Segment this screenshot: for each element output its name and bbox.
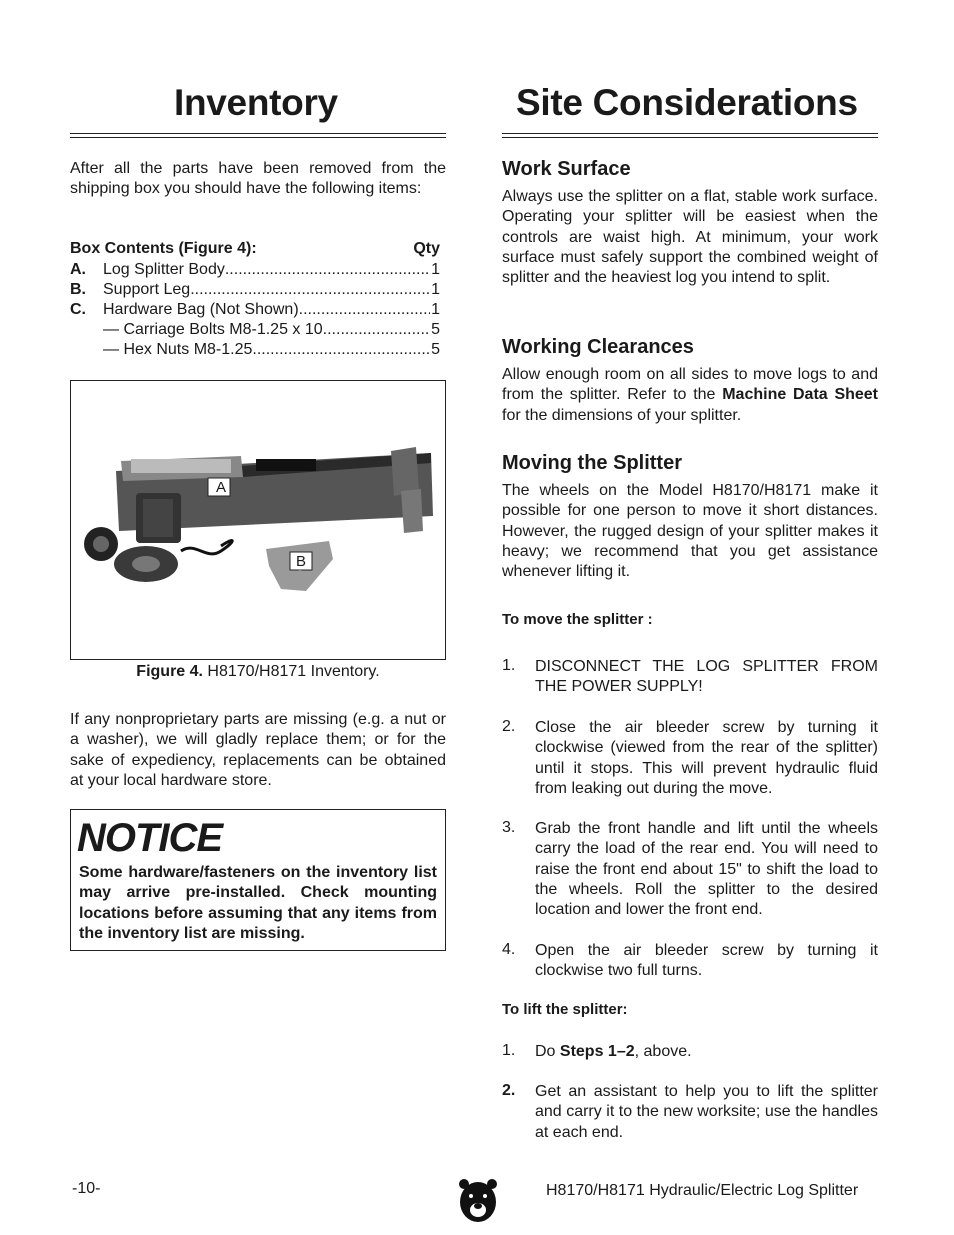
inventory-subitem xyxy=(70,320,440,340)
move-step xyxy=(502,657,878,698)
step-text: Do Steps 1–2, above. xyxy=(535,1043,692,1060)
machine-data-sheet-ref: Machine Data Sheet xyxy=(722,386,879,404)
move-step xyxy=(502,718,878,799)
site-title: Site Considerations xyxy=(516,82,858,123)
moving-text: The wheels on the Model H8170/H8171 make it possible for one person to move it short distances. However, the rugged design of your splitter makes it heavy; we recommend that you get assistance whenever lifting it. xyxy=(502,482,878,581)
inventory-title: Inventory xyxy=(174,82,338,123)
step-number: 4. xyxy=(502,941,516,958)
move-step xyxy=(502,941,878,982)
moving-heading: Moving the Splitter xyxy=(502,452,682,474)
leader-dots xyxy=(225,260,430,280)
item-qty: 1 xyxy=(431,301,440,318)
work-surface-heading: Work Surface xyxy=(502,158,631,180)
inventory-item xyxy=(70,300,440,320)
item-qty: 1 xyxy=(431,281,440,298)
item-letter: B. xyxy=(70,281,86,298)
log-splitter-photo xyxy=(71,381,445,659)
page-number: -10- xyxy=(72,1180,101,1197)
to-move-label: To move the splitter : xyxy=(502,611,653,628)
inventory-item xyxy=(70,260,440,280)
footer-product-title: H8170/H8171 Hydraulic/Electric Log Splitter xyxy=(546,1182,859,1199)
lift-step xyxy=(502,1082,878,1143)
inventory-item xyxy=(70,280,440,300)
step-text: Grab the front handle and lift until the wheels carry the load of the rear end. You will need to raise the front end about 15" to shift the load to the wheels. Roll the splitter to the desired location and lower the front end. xyxy=(535,820,878,919)
step-text: Close the air bleeder screw by turning it clockwise (viewed from the rear of the splitter) until it stops. This will prevent hydraulic fluid from leaking out during the move. xyxy=(535,719,878,797)
leader-dots xyxy=(252,340,430,360)
item-letter: C. xyxy=(70,301,86,318)
step-number: 2. xyxy=(502,718,516,735)
lift-step xyxy=(502,1042,878,1062)
item-name: — Hex Nuts M8-1.25 xyxy=(103,341,253,358)
figure-label-a: A xyxy=(216,479,227,496)
bear-logo-icon xyxy=(458,1176,498,1224)
step-text: DISCONNECT THE LOG SPLITTER FROM THE POWER SUPPLY! xyxy=(535,658,878,696)
step-number: 1. xyxy=(502,1042,516,1059)
notice-text: Some hardware/fasteners on the inventory list may arrive pre-installed. Check mounting locations before assuming that any items from the inventory list are missing. xyxy=(79,864,437,942)
figure-label-b: B xyxy=(296,553,307,570)
title-rule xyxy=(70,133,446,138)
item-qty: 5 xyxy=(431,341,440,358)
move-step xyxy=(502,819,878,920)
leader-dots xyxy=(190,280,430,300)
item-name: — Carriage Bolts M8-1.25 x 10 xyxy=(103,321,323,338)
item-qty: 5 xyxy=(431,321,440,338)
caption-label: Figure 4. xyxy=(136,663,203,680)
item-qty: 1 xyxy=(431,261,440,278)
inventory-intro: After all the parts have been removed from the shipping box you should have the following items: xyxy=(70,160,446,198)
item-letter xyxy=(70,320,103,340)
clearances-heading: Working Clearances xyxy=(502,336,694,358)
item-letter xyxy=(70,340,103,360)
item-name: Support Leg xyxy=(103,281,191,298)
qty-label: Qty xyxy=(413,240,440,257)
inventory-figure xyxy=(70,380,446,660)
step-number: 1. xyxy=(502,657,516,674)
step-number: 2. xyxy=(502,1082,516,1099)
missing-parts-text: If any nonproprietary parts are missing (e.g. a nut or a washer), we will gladly replace them; or for the sake of expediency, replacements can be obtained at your local hardware store. xyxy=(70,711,446,789)
leader-dots xyxy=(323,320,430,340)
title-rule xyxy=(502,133,878,138)
step-text: Open the air bleeder screw by turning it clockwise two full turns. xyxy=(535,942,878,980)
caption-text: H8170/H8171 Inventory. xyxy=(202,663,380,680)
to-lift-label: To lift the splitter: xyxy=(502,1001,628,1018)
inventory-subitem xyxy=(70,340,440,360)
box-contents-header xyxy=(70,240,440,258)
step-number: 3. xyxy=(502,819,516,836)
notice-box xyxy=(70,809,446,951)
item-name: Hardware Bag (Not Shown) xyxy=(103,301,299,318)
notice-title: NOTICE xyxy=(77,816,223,860)
clearances-text: Allow enough room on all sides to move logs to and from the splitter. Refer to the Machine Data Sheet for the dimensions of your splitter. xyxy=(502,366,879,424)
item-letter: A. xyxy=(70,261,86,278)
item-name: Log Splitter Body xyxy=(103,261,225,278)
figure-caption xyxy=(70,663,446,681)
leader-dots xyxy=(299,300,430,320)
box-contents-label: Box Contents (Figure 4): xyxy=(70,240,257,257)
work-surface-text: Always use the splitter on a flat, stable work surface. Operating your splitter will be easiest when the controls are waist high. At minimum, your work surface must safely support the combined weight of splitter and the heaviest log you intend to split. xyxy=(502,188,878,287)
step-text: Get an assistant to help you to lift the splitter and carry it to the new worksite; use the handles at each end. xyxy=(535,1083,878,1141)
